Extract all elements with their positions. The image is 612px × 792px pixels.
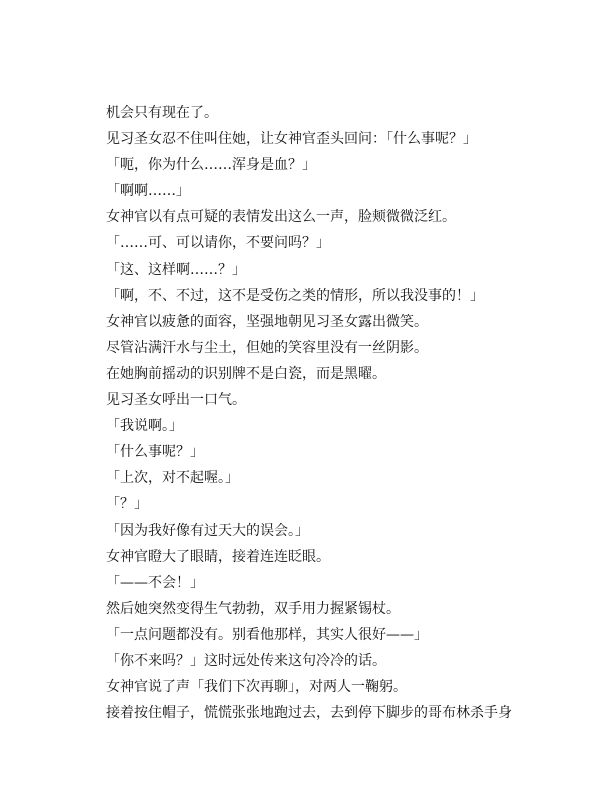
text-line: 见习圣女忍不住叫住她，让女神官歪头回问：「什么事呢？」 bbox=[106, 131, 477, 148]
text-line: 「我说啊。」 bbox=[106, 418, 183, 435]
text-line: 接着按住帽子，慌慌张张地跑过去，去到停下脚步的哥布林杀手身 bbox=[106, 705, 512, 722]
text-line: 「啊，不、不过，这不是受伤之类的情形，所以我没事的！」 bbox=[106, 287, 484, 304]
text-line: 然后她突然变得生气勃勃，双手用力握紧锡杖。 bbox=[106, 600, 400, 617]
text-line: 尽管沾满汗水与尘土，但她的笑容里没有一丝阴影。 bbox=[106, 339, 428, 356]
text-line: 女神官以有点可疑的表情发出这么一声，脸颊微微泛红。 bbox=[106, 209, 456, 226]
text-line: 女神官瞪大了眼睛，接着连连眨眼。 bbox=[106, 548, 330, 565]
text-line: 「因为我好像有过天大的误会。」 bbox=[106, 522, 309, 539]
text-line: 女神官以疲惫的面容，坚强地朝见习圣女露出微笑。 bbox=[106, 313, 428, 330]
text-line: 「一点问题都没有。别看他那样，其实人很好——」 bbox=[106, 626, 428, 643]
text-line: 「……可、可以请你，不要问吗？」 bbox=[106, 235, 330, 252]
text-line: 「这、这样啊……？」 bbox=[106, 261, 246, 278]
text-line: 「——不会！」 bbox=[106, 574, 204, 591]
text-line: 「啊啊……」 bbox=[106, 183, 190, 200]
text-line: 见习圣女呼出一口气。 bbox=[106, 392, 246, 409]
text-line: 在她胸前摇动的识别牌不是白瓷，而是黑曜。 bbox=[106, 365, 386, 382]
text-line: 「什么事呢？」 bbox=[106, 444, 204, 461]
body-text bbox=[106, 100, 546, 726]
text-line: 机会只有现在了。 bbox=[106, 105, 218, 121]
text-line: 女神官说了声「我们下次再聊」，对两人一鞠躬。 bbox=[106, 679, 407, 696]
text-line: 「你不来吗？」这时远处传来这句冷冷的话。 bbox=[106, 652, 386, 669]
text-line: 「？」 bbox=[106, 496, 148, 513]
text-line: 「呃，你为什么……浑身是血？」 bbox=[106, 157, 316, 174]
text-line: 「上次，对不起喔。」 bbox=[106, 470, 239, 487]
